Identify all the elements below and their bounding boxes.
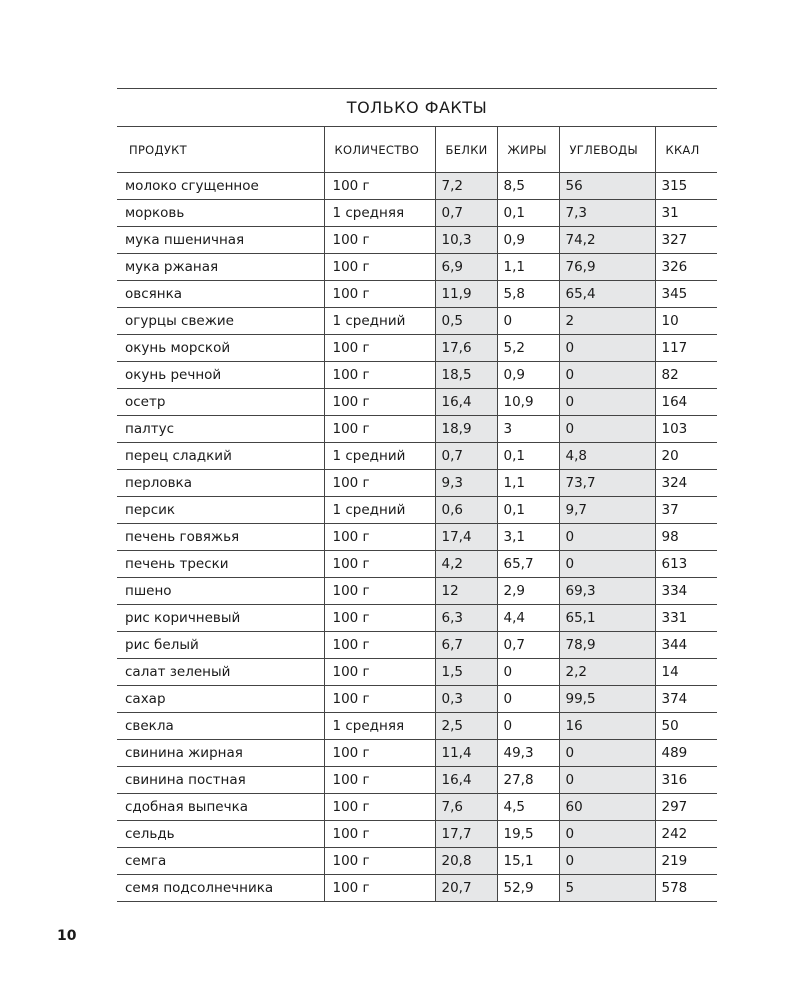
cell-fat: 4,4: [497, 605, 559, 632]
cell-product: печень трески: [117, 551, 324, 578]
cell-protein: 17,6: [435, 335, 497, 362]
cell-product: семга: [117, 848, 324, 875]
cell-fat: 27,8: [497, 767, 559, 794]
cell-product: свинина жирная: [117, 740, 324, 767]
cell-product: печень говяжья: [117, 524, 324, 551]
cell-quantity: 100 г: [324, 686, 435, 713]
cell-quantity: 100 г: [324, 821, 435, 848]
cell-fat: 49,3: [497, 740, 559, 767]
cell-protein: 6,9: [435, 254, 497, 281]
table-row: [117, 416, 717, 443]
cell-protein: 0,7: [435, 443, 497, 470]
cell-carbs: 69,3: [559, 578, 655, 605]
cell-carbs: 2,2: [559, 659, 655, 686]
table-row: [117, 389, 717, 416]
cell-kcal: 98: [655, 524, 717, 551]
cell-kcal: 20: [655, 443, 717, 470]
cell-quantity: 100 г: [324, 767, 435, 794]
cell-protein: 7,6: [435, 794, 497, 821]
cell-protein: 0,3: [435, 686, 497, 713]
cell-protein: 11,4: [435, 740, 497, 767]
cell-protein: 18,9: [435, 416, 497, 443]
header-fat: ЖИРЫ: [497, 127, 559, 173]
cell-kcal: 315: [655, 173, 717, 200]
cell-quantity: 100 г: [324, 551, 435, 578]
table-row: [117, 335, 717, 362]
cell-carbs: 5: [559, 875, 655, 902]
cell-quantity: 100 г: [324, 875, 435, 902]
cell-quantity: 100 г: [324, 578, 435, 605]
cell-product: свинина постная: [117, 767, 324, 794]
cell-quantity: 1 средняя: [324, 713, 435, 740]
cell-kcal: 316: [655, 767, 717, 794]
cell-product: персик: [117, 497, 324, 524]
cell-protein: 20,7: [435, 875, 497, 902]
cell-kcal: 327: [655, 227, 717, 254]
nutrition-table-block: [117, 88, 717, 902]
cell-fat: 0,9: [497, 227, 559, 254]
cell-fat: 3,1: [497, 524, 559, 551]
cell-protein: 17,4: [435, 524, 497, 551]
cell-carbs: 4,8: [559, 443, 655, 470]
cell-product: семя подсолнечника: [117, 875, 324, 902]
cell-kcal: 31: [655, 200, 717, 227]
table-row: [117, 308, 717, 335]
cell-quantity: 1 средняя: [324, 200, 435, 227]
cell-fat: 0,9: [497, 362, 559, 389]
cell-kcal: 297: [655, 794, 717, 821]
table-row: [117, 173, 717, 200]
table-row: [117, 254, 717, 281]
cell-protein: 0,6: [435, 497, 497, 524]
cell-quantity: 100 г: [324, 281, 435, 308]
cell-quantity: 100 г: [324, 470, 435, 497]
cell-kcal: 164: [655, 389, 717, 416]
table-row: [117, 821, 717, 848]
cell-quantity: 100 г: [324, 335, 435, 362]
header-row: [117, 127, 717, 173]
cell-product: осетр: [117, 389, 324, 416]
cell-quantity: 100 г: [324, 605, 435, 632]
cell-kcal: 14: [655, 659, 717, 686]
cell-product: овсянка: [117, 281, 324, 308]
table-row: [117, 200, 717, 227]
header-kcal: ККАЛ: [655, 127, 717, 173]
cell-product: салат зеленый: [117, 659, 324, 686]
cell-kcal: 219: [655, 848, 717, 875]
nutrition-table: [117, 127, 717, 902]
cell-product: огурцы свежие: [117, 308, 324, 335]
cell-carbs: 99,5: [559, 686, 655, 713]
cell-quantity: 100 г: [324, 740, 435, 767]
table-row: [117, 659, 717, 686]
table-row: [117, 362, 717, 389]
cell-protein: 11,9: [435, 281, 497, 308]
cell-product: сахар: [117, 686, 324, 713]
cell-quantity: 100 г: [324, 254, 435, 281]
cell-product: рис белый: [117, 632, 324, 659]
cell-fat: 10,9: [497, 389, 559, 416]
header-quantity: КОЛИЧЕСТВО: [324, 127, 435, 173]
cell-carbs: 0: [559, 740, 655, 767]
table-row: [117, 686, 717, 713]
cell-protein: 0,7: [435, 200, 497, 227]
cell-quantity: 1 средний: [324, 497, 435, 524]
cell-protein: 20,8: [435, 848, 497, 875]
cell-protein: 12: [435, 578, 497, 605]
cell-fat: 0: [497, 686, 559, 713]
cell-fat: 0,1: [497, 497, 559, 524]
cell-carbs: 65,4: [559, 281, 655, 308]
cell-carbs: 65,1: [559, 605, 655, 632]
cell-kcal: 374: [655, 686, 717, 713]
cell-product: сельдь: [117, 821, 324, 848]
cell-quantity: 100 г: [324, 632, 435, 659]
cell-product: мука пшеничная: [117, 227, 324, 254]
cell-fat: 0: [497, 308, 559, 335]
cell-protein: 10,3: [435, 227, 497, 254]
cell-fat: 0,1: [497, 200, 559, 227]
cell-fat: 65,7: [497, 551, 559, 578]
table-row: [117, 605, 717, 632]
cell-product: мука ржаная: [117, 254, 324, 281]
table-row: [117, 524, 717, 551]
table-row: [117, 497, 717, 524]
table-row: [117, 551, 717, 578]
table-body: [117, 173, 717, 902]
cell-product: перловка: [117, 470, 324, 497]
cell-kcal: 324: [655, 470, 717, 497]
cell-product: морковь: [117, 200, 324, 227]
table-row: [117, 470, 717, 497]
cell-carbs: 7,3: [559, 200, 655, 227]
table-row: [117, 794, 717, 821]
cell-carbs: 0: [559, 389, 655, 416]
cell-carbs: 0: [559, 767, 655, 794]
cell-quantity: 100 г: [324, 848, 435, 875]
cell-fat: 3: [497, 416, 559, 443]
table-row: [117, 767, 717, 794]
cell-product: свекла: [117, 713, 324, 740]
cell-quantity: 100 г: [324, 389, 435, 416]
cell-protein: 1,5: [435, 659, 497, 686]
cell-carbs: 0: [559, 551, 655, 578]
cell-product: перец сладкий: [117, 443, 324, 470]
cell-fat: 52,9: [497, 875, 559, 902]
cell-kcal: 82: [655, 362, 717, 389]
cell-fat: 4,5: [497, 794, 559, 821]
table-row: [117, 848, 717, 875]
header-product: ПРОДУКТ: [117, 127, 324, 173]
cell-carbs: 16: [559, 713, 655, 740]
cell-protein: 18,5: [435, 362, 497, 389]
table-title: ТОЛЬКО ФАКТЫ: [117, 89, 717, 127]
table-row: [117, 632, 717, 659]
cell-kcal: 117: [655, 335, 717, 362]
cell-product: сдобная выпечка: [117, 794, 324, 821]
cell-carbs: 0: [559, 524, 655, 551]
cell-fat: 5,8: [497, 281, 559, 308]
cell-fat: 19,5: [497, 821, 559, 848]
table-row: [117, 281, 717, 308]
table-row: [117, 227, 717, 254]
cell-carbs: 0: [559, 416, 655, 443]
cell-kcal: 103: [655, 416, 717, 443]
table-row: [117, 875, 717, 902]
cell-fat: 15,1: [497, 848, 559, 875]
cell-kcal: 37: [655, 497, 717, 524]
cell-carbs: 60: [559, 794, 655, 821]
cell-carbs: 2: [559, 308, 655, 335]
cell-fat: 0,1: [497, 443, 559, 470]
cell-product: окунь речной: [117, 362, 324, 389]
cell-carbs: 9,7: [559, 497, 655, 524]
cell-carbs: 78,9: [559, 632, 655, 659]
cell-kcal: 613: [655, 551, 717, 578]
cell-kcal: 344: [655, 632, 717, 659]
cell-carbs: 74,2: [559, 227, 655, 254]
page-number: 10: [57, 928, 77, 944]
cell-quantity: 1 средний: [324, 308, 435, 335]
cell-product: окунь морской: [117, 335, 324, 362]
cell-product: молоко сгущенное: [117, 173, 324, 200]
cell-kcal: 326: [655, 254, 717, 281]
cell-fat: 0,7: [497, 632, 559, 659]
table-row: [117, 740, 717, 767]
header-protein: БЕЛКИ: [435, 127, 497, 173]
cell-product: рис коричневый: [117, 605, 324, 632]
cell-quantity: 1 средний: [324, 443, 435, 470]
cell-protein: 17,7: [435, 821, 497, 848]
cell-quantity: 100 г: [324, 524, 435, 551]
cell-quantity: 100 г: [324, 416, 435, 443]
cell-protein: 9,3: [435, 470, 497, 497]
cell-quantity: 100 г: [324, 227, 435, 254]
cell-product: палтус: [117, 416, 324, 443]
cell-fat: 2,9: [497, 578, 559, 605]
cell-fat: 1,1: [497, 254, 559, 281]
cell-carbs: 0: [559, 362, 655, 389]
cell-fat: 0: [497, 713, 559, 740]
cell-carbs: 56: [559, 173, 655, 200]
cell-quantity: 100 г: [324, 659, 435, 686]
cell-kcal: 489: [655, 740, 717, 767]
header-carbs: УГЛЕВОДЫ: [559, 127, 655, 173]
cell-kcal: 242: [655, 821, 717, 848]
cell-kcal: 331: [655, 605, 717, 632]
cell-quantity: 100 г: [324, 794, 435, 821]
cell-protein: 16,4: [435, 389, 497, 416]
cell-quantity: 100 г: [324, 362, 435, 389]
cell-carbs: 0: [559, 821, 655, 848]
cell-fat: 0: [497, 659, 559, 686]
cell-kcal: 334: [655, 578, 717, 605]
cell-protein: 2,5: [435, 713, 497, 740]
table-row: [117, 578, 717, 605]
cell-protein: 4,2: [435, 551, 497, 578]
cell-kcal: 578: [655, 875, 717, 902]
cell-kcal: 345: [655, 281, 717, 308]
cell-protein: 6,3: [435, 605, 497, 632]
cell-protein: 16,4: [435, 767, 497, 794]
cell-kcal: 50: [655, 713, 717, 740]
cell-fat: 8,5: [497, 173, 559, 200]
cell-fat: 5,2: [497, 335, 559, 362]
cell-carbs: 0: [559, 335, 655, 362]
cell-product: пшено: [117, 578, 324, 605]
cell-protein: 6,7: [435, 632, 497, 659]
table-row: [117, 443, 717, 470]
cell-protein: 0,5: [435, 308, 497, 335]
cell-protein: 7,2: [435, 173, 497, 200]
cell-carbs: 73,7: [559, 470, 655, 497]
cell-carbs: 0: [559, 848, 655, 875]
cell-kcal: 10: [655, 308, 717, 335]
cell-fat: 1,1: [497, 470, 559, 497]
table-row: [117, 713, 717, 740]
cell-quantity: 100 г: [324, 173, 435, 200]
cell-carbs: 76,9: [559, 254, 655, 281]
